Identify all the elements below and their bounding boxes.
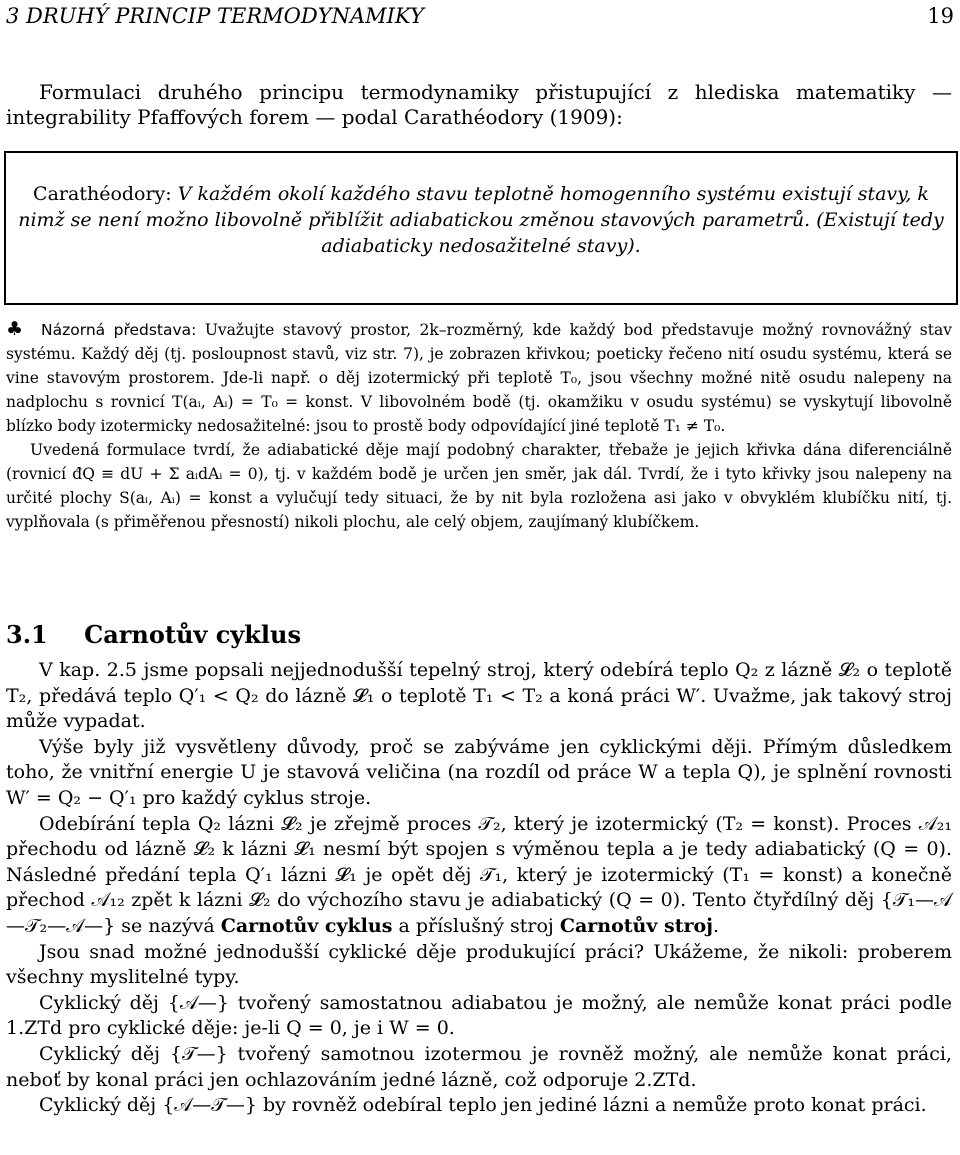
chapter-title: 3 DRUHÝ PRINCIP TERMODYNAMIKY <box>6 4 424 28</box>
section-title: Carnotův cyklus <box>84 620 301 649</box>
note-lead: Názorná představa: <box>41 321 197 339</box>
note-paragraph-1: Uvažujte stavový prostor, 2k–rozměrný, kde každý bod představuje možný rovnovážný stav systému. Každý děj (tj. posloupnost stavů, viz str. 7), je zobrazen křivkou; poeticky řečeno nití osudu systému, která se vine stavovým prostorem. Jde-li např. o děj izotermický při teplotě T₀, jsou všechny možné nitě osudu nalepeny na nadplochu s rovnicí T(aᵢ, Aᵢ) = T₀ = konst. V libovolném bodě (tj. okamžiku v osudu systému) se vyskytují libovolně blízko body izotermicky nedosažitelné: jsou to prostě body odpovídající jiné teplotě T₁ ≠ T₀. <box>6 321 952 435</box>
club-icon: ♣ <box>6 318 27 340</box>
page-header <box>6 4 954 32</box>
caratheodory-statement-box <box>4 151 958 305</box>
body-paragraph-4: Jsou snad možné jednodušší cyklické děje produkující práci? Ukážeme, že nikoli: proberem všechny myslitelné typy. <box>6 940 952 989</box>
statement-body: V každém okolí každého stavu teplotně homogenního systému existují stavy, k nimž se není možno libovolně přiblížit adiabatickou změnou stavových parametrů. <box>18 183 929 231</box>
body-paragraph-7: Cyklický děj {𝒜—𝒯—} by rovněž odebíral teplo jen jediné lázni a nemůže proto konat práci. <box>39 1094 927 1117</box>
section-heading <box>6 620 301 649</box>
section-body <box>6 658 952 1119</box>
statement-text <box>18 181 944 259</box>
statement-note: (Existují tedy adiabaticky nedosažitelné stavy). <box>321 209 944 257</box>
body-paragraph-1: V kap. 2.5 jsme popsali nejjednodušší tepelný stroj, který odebírá teplo Q₂ z lázně 𝓛₂ o teplotě T₂, předává teplo Q′₁ < Q₂ do lázně 𝓛₁ o teplotě T₁ < T₂ a koná práci W′. Uvažme, jak takový stroj může vypadat. <box>6 659 952 733</box>
body-paragraph-6: Cyklický děj {𝒯—} tvořený samotnou izotermou je rovněž možný, ale nemůže konat práci, neboť by konal práci jen ochlazováním jedné lázně, což odporuje 2.ZTd. <box>6 1042 952 1091</box>
body-paragraph-5: Cyklický děj {𝒜—} tvořený samostatnou adiabatou je možný, ale nemůže konat práci podle 1.ZTd pro cyklické děje: je-li Q = 0, je i W = 0. <box>6 991 952 1040</box>
note-paragraph-2: Uvedená formulace tvrdí, že adiabatické děje mají podobný charakter, třebaže je jejich křivka dána diferenciálně (rovnicí đQ ≡ dU + Σ aᵢdAᵢ = 0), tj. v každém bodě je určen jen směr, jak dál. Tvrdí, že i tyto křivky jsou nalepeny na určité plochy S(aᵢ, Aᵢ) = konst a vylučují tedy situaci, že by nit byla rozložena asi jako v obvyklém klubíčku nití, tj. vyplňovala (s přiměřenou přesností) nikoli plochu, ale celý objem, zaujímaný klubíčkem. <box>6 441 952 531</box>
page-number: 19 <box>927 4 954 28</box>
body-paragraph-2: Výše byly již vysvětleny důvody, proč se zabýváme jen cyklickými ději. Přímým důsledkem toho, že vnitřní energie U je stavová veličina (na rozdíl od práce W a tepla Q), je splnění rovnosti W′ = Q₂ − Q′₁ pro každý cyklus stroje. <box>6 735 952 809</box>
intro-paragraph: Formulaci druhého principu termodynamiky přistupující z hlediska matematiky — integrability Pfaffových forem — podal Carathéodory (1909): <box>6 80 952 129</box>
term-carnot-engine: Carnotův stroj <box>559 914 714 937</box>
term-carnot-cycle: Carnotův cyklus <box>220 914 393 937</box>
body-paragraph-3: Odebírání tepla Q₂ lázni 𝓛₂ je zřejmě proces 𝒯₂, který je izotermický (T₂ = konst). Proces 𝒜₂₁ přechodu od lázně 𝓛₂ k lázni 𝓛₁ nesmí být spojen s výměnou tepla a je tedy adiabatický (Q = 0). Následné předání tepla Q′₁ lázni 𝓛₁ je opět děj 𝒯₁, který je izotermický (T₁ = konst) a konečně přechod 𝒜₁₂ zpět k lázni 𝓛₂ do výchozího stavu je adiabatický (Q = 0). Tento čtyřdílný děj {𝒯₁—𝒜—𝒯₂—𝒜—} se nazývá Carnotův cyklus a příslušný stroj Carnotův stroj. <box>6 812 952 937</box>
statement-lead: Carathéodory: <box>33 183 172 205</box>
intuitive-note <box>6 317 952 534</box>
section-number: 3.1 <box>6 620 48 649</box>
